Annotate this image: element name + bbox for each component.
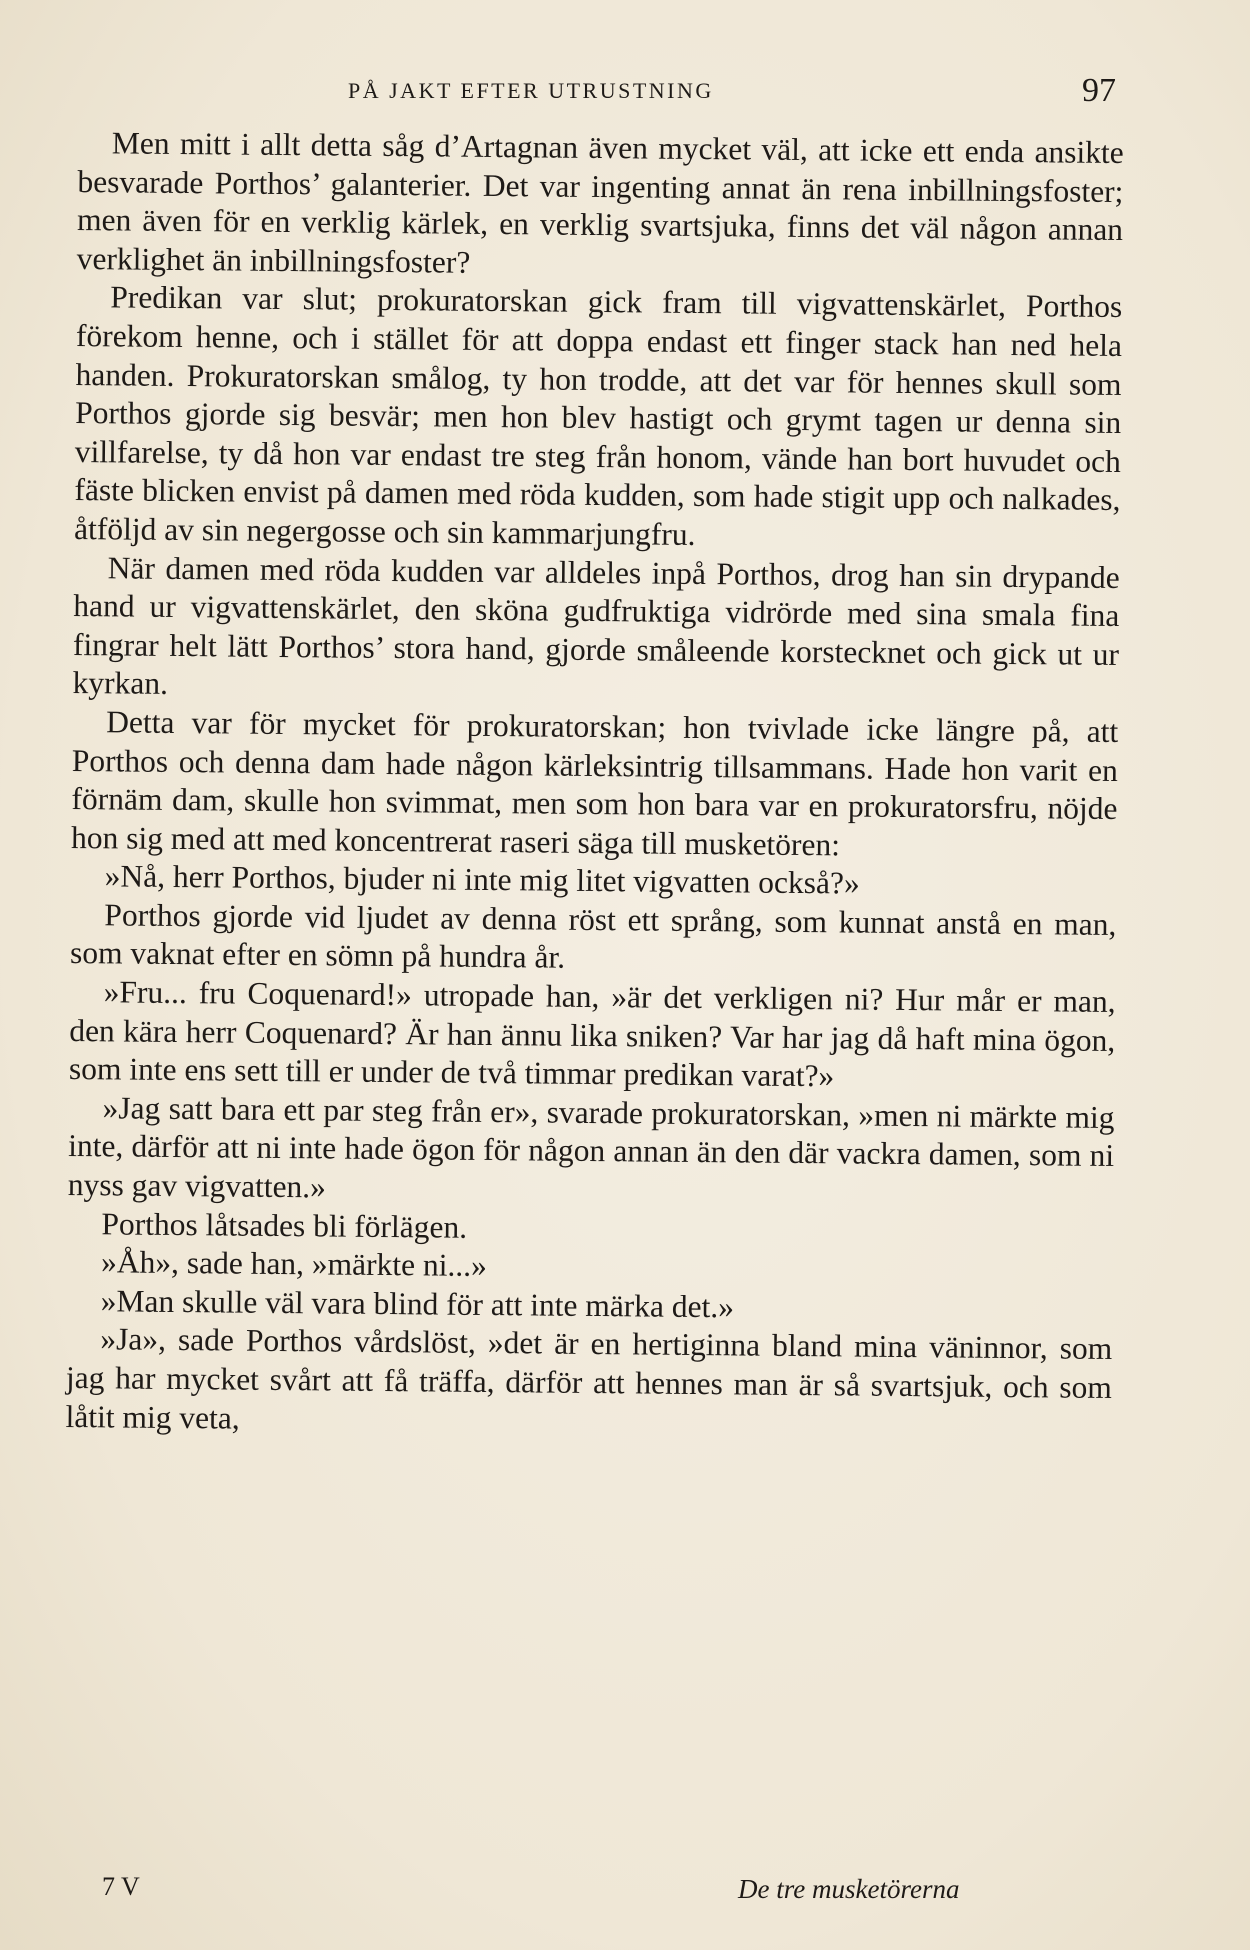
book-title: De tre musketörerna xyxy=(738,1874,960,1904)
paragraph-11: »Man skulle väl vara blind för att inte märka det.» xyxy=(100,1283,735,1325)
page-number: 97 xyxy=(1082,72,1116,109)
page-header xyxy=(0,72,1250,112)
page-footer xyxy=(0,1872,1250,1922)
paragraph-4: Detta var för mycket för prokuratorskan; hon tvivlade icke längre på, att Porthos och denna dam hade någon kärleksintrig tillsammans. Hade hon varit en förnäm dam, skulle hon svimmat, men som hon bara var en prokuratorsfru, nöjde hon sig med att med koncentrerat raseri säga till musketören: xyxy=(70,704,1119,863)
body-text xyxy=(65,124,1124,1446)
paragraph-3: När damen med röda kudden var alldeles inpå Porthos, drog han sin drypande hand ur vigvattenskärlet, den sköna gudfruktiga vidrörde med sina smala fina fingrar helt lätt Porthos’ stora hand, gjorde småleende korstecknet och gick ut ur kyrkan. xyxy=(72,549,1120,702)
paragraph-2: Predikan var slut; prokuratorskan gick fram till vigvattenskärlet, Porthos förekom henne, och i stället för att doppa endast ett finger stack han ned hela handen. Prokuratorskan smålog, ty hon trodde, att det var för hennes skull som Porthos gjorde sig besvär; men hon blev hastigt och grymt tagen ur denna sin villfarelse, ty då hon var endast tre steg från honom, vände han bort huvudet och fäste blicken envist på damen med röda kudden, som hade stigit upp och nalkades, åtföljd av sin negergosse och sin kammarjungfru. xyxy=(73,279,1123,552)
paragraph-5: »Nå, herr Porthos, bjuder ni inte mig litet vigvatten också?» xyxy=(104,858,860,901)
signature-mark: 7 V xyxy=(102,1872,140,1901)
paragraph-10: »Åh», sade han, »märkte ni...» xyxy=(100,1244,488,1284)
running-title: PÅ JAKT EFTER UTRUSTNING xyxy=(348,78,714,103)
paragraph-6: Porthos gjorde vid ljudet av denna röst ett språng, som kunnat anstå en man, som vaknat efter en sömn på hundra år. xyxy=(69,897,1117,976)
paragraph-12: »Ja», sade Porthos vårdslöst, »det är en hertiginna bland mina väninnor, som jag har mycket svårt att få träffa, därför att hennes man är så svartsjuk, och som låtit mig veta, xyxy=(65,1321,1113,1436)
paragraph-9: Porthos låtsades bli förlägen. xyxy=(101,1205,468,1245)
paragraph-7: »Fru... fru Coquenard!» utropade han, »är det verkligen ni? Hur mår er man, den kära herr Coquenard? Är han ännu lika sniken? Var har jag då haft mina ögon, som inte ens sett till er under de två timmar predikan varat?» xyxy=(68,974,1116,1094)
paragraph-1: Men mitt i allt detta såg d’Artagnan även mycket väl, att icke ett enda ansikte besvarade Porthos’ galanterier. Det var ingenting annat än rena inbillningsfoster; men även för en verklig kärlek, en verklig svartsjuka, finns det väl någon annan verklighet än inbillningsfoster? xyxy=(76,125,1124,280)
paragraph-8: »Jag satt bara ett par steg från er», svarade prokuratorskan, »men ni märkte mig inte, därför att ni inte hade ögon för någon annan än den där vackra damen, som ni nyss gav vigvatten.» xyxy=(67,1090,1115,1205)
